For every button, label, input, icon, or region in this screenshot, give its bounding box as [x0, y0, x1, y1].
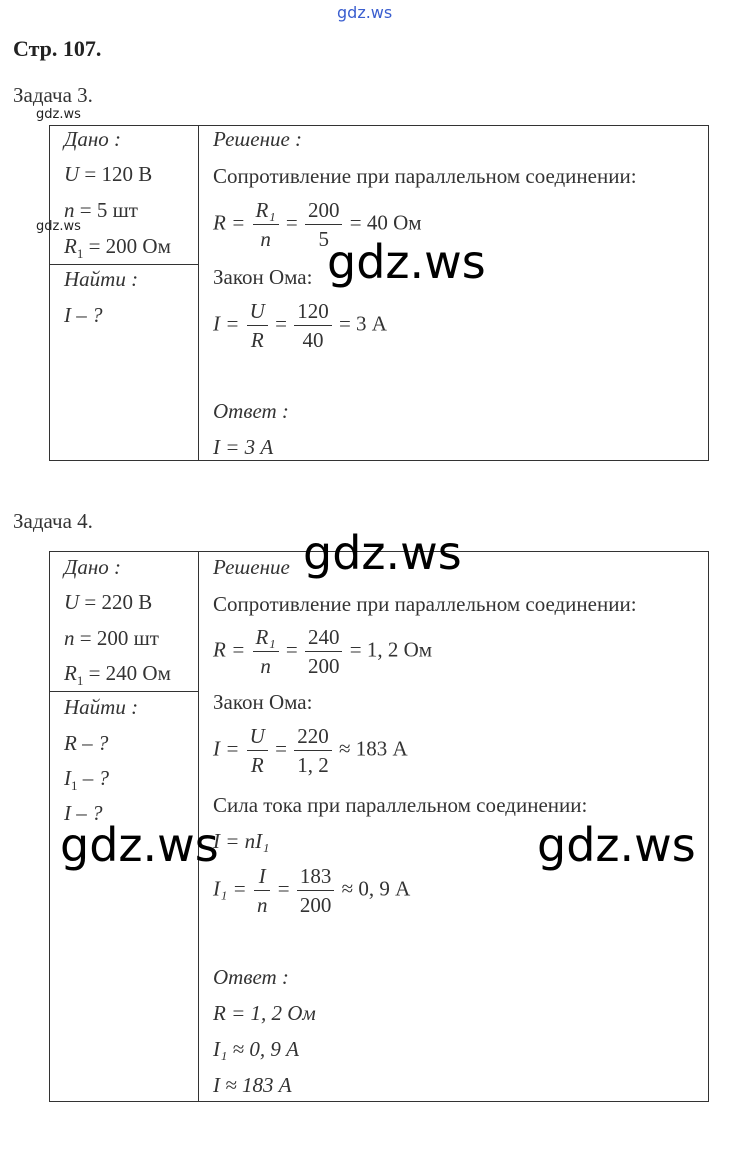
task-3-answer-header: Ответ :	[213, 399, 289, 423]
fraction-num: 240	[305, 623, 343, 652]
watermark-big: gdz.ws	[327, 235, 486, 289]
eq-rhs: ≈ 0, 9 А	[341, 876, 411, 901]
task-4-given-n: n = 200 шт	[64, 626, 159, 650]
given-value: = 220 В	[84, 590, 153, 614]
task-3-equation-current	[213, 297, 387, 354]
watermark-small: gdz.ws	[36, 107, 81, 122]
task-3-find-header: Найти :	[64, 267, 139, 291]
fraction	[294, 722, 332, 779]
watermark-big: gdz.ws	[537, 818, 696, 872]
fraction-num: U	[247, 297, 268, 326]
task-4-answer-line: I ≈ 183 А	[213, 1073, 292, 1097]
given-value: = 5 шт	[79, 198, 138, 222]
eq-lhs: R =	[213, 637, 246, 662]
eq-lhs: R =	[213, 210, 246, 235]
task-4-equation-resistance	[213, 623, 432, 680]
task-4-given-U: U = 220 В	[64, 590, 153, 614]
task-4-answer-line: R = 1, 2 Ом	[213, 1001, 316, 1025]
fraction-den: R	[250, 328, 264, 352]
task-4-find-item: R – ?	[64, 731, 109, 755]
fraction-num: I	[254, 862, 271, 891]
fraction	[254, 862, 271, 919]
fraction-den: n	[260, 654, 271, 678]
fraction	[253, 196, 279, 253]
watermark-small: gdz.ws	[36, 219, 81, 234]
fraction	[247, 297, 268, 354]
task-4-text-resistance: Сопротивление при параллельном соединении:	[213, 592, 637, 616]
eq-rhs: = 40 Ом	[349, 210, 422, 235]
task-4-equation-total-current: I = nI₁	[213, 829, 270, 853]
eq-rhs: = 1, 2 Ом	[349, 637, 433, 662]
task-3-row-divider	[49, 264, 199, 265]
task-3-title: Задача 3.	[13, 83, 93, 107]
task-3-answer-line: I = 3 А	[213, 435, 274, 459]
eq-lhs: I =	[213, 736, 240, 761]
task-4-equation-current	[213, 722, 408, 779]
task-4-given-header: Дано :	[64, 555, 122, 579]
eq-rhs: = 3 А	[338, 311, 387, 336]
eq-lhs: I₁ =	[213, 876, 247, 901]
fraction-den: 1, 2	[297, 753, 329, 777]
eq-sign: =	[275, 736, 287, 761]
given-value: = 200 шт	[79, 626, 159, 650]
task-4-equation-branch-current	[213, 862, 410, 919]
task-4-find-header: Найти :	[64, 695, 139, 719]
eq-sign: =	[285, 210, 298, 235]
page-title: Стр. 107.	[13, 36, 102, 61]
given-value: = 200 Ом	[88, 234, 171, 258]
watermark-big: gdz.ws	[303, 526, 462, 580]
fraction	[253, 623, 279, 680]
fraction-num: 183	[297, 862, 335, 891]
eq-sign: =	[277, 876, 290, 901]
task-3-given-R1: $R_1 = 200$ Ом	[64, 234, 171, 262]
fraction-num: U	[247, 722, 268, 751]
eq-sign: =	[285, 637, 298, 662]
task-4-text-ohm: Закон Ома:	[213, 690, 313, 714]
watermark-top[interactable]: gdz.ws	[337, 3, 393, 22]
fraction	[297, 862, 335, 919]
eq-rhs: ≈ 183 А	[338, 736, 408, 761]
eq-sign: =	[275, 311, 287, 336]
fraction	[247, 722, 268, 779]
task-3-given-U: U = 120 В	[64, 162, 153, 186]
fraction-den: n	[260, 227, 271, 251]
fraction	[305, 623, 343, 680]
fraction-den: 40	[302, 328, 324, 352]
task-4-find-item: I – ?	[64, 801, 103, 825]
fraction-num: 220	[294, 722, 332, 751]
fraction-den: R	[250, 753, 264, 777]
fraction-den: n	[256, 893, 268, 917]
fraction-den: 200	[307, 654, 340, 678]
task-3-text-resistance: Сопротивление при параллельном соединении:	[213, 164, 637, 188]
watermark-big: gdz.ws	[60, 818, 219, 872]
task-3-solution-header: Решение :	[213, 127, 303, 151]
task-3-column-divider	[198, 125, 199, 461]
given-value: = 240 Ом	[88, 661, 171, 685]
eq-lhs: I =	[213, 311, 240, 336]
task-3-text-ohm: Закон Ома:	[213, 265, 313, 289]
fraction-num: R₁	[253, 196, 279, 225]
fraction-num: 200	[305, 196, 343, 225]
task-3-given-n: n = 5 шт	[64, 198, 138, 222]
task-4-answer-header: Ответ :	[213, 965, 289, 989]
fraction-den: 5	[318, 227, 329, 251]
task-4-row-divider	[49, 691, 199, 692]
fraction	[294, 297, 332, 354]
find-suffix: – ?	[82, 766, 109, 790]
fraction-den: 200	[299, 893, 332, 917]
task-4-solution-header: Решение	[213, 555, 290, 579]
task-4-given-R1: $R_1 = 240$ Ом	[64, 661, 171, 689]
task-4-find-item: $I_1$ – ?	[64, 766, 109, 794]
task-4-text-parallel-current: Сила тока при параллельном соединении:	[213, 793, 588, 817]
task-4-answer-line: I₁ ≈ 0, 9 А	[213, 1037, 299, 1061]
fraction-num: R₁	[253, 623, 279, 652]
task-4-title: Задача 4.	[13, 509, 93, 533]
task-3-given-header: Дано :	[64, 127, 122, 151]
given-value: = 120 В	[84, 162, 153, 186]
fraction-num: 120	[294, 297, 332, 326]
task-3-find-item: I – ?	[64, 303, 103, 327]
